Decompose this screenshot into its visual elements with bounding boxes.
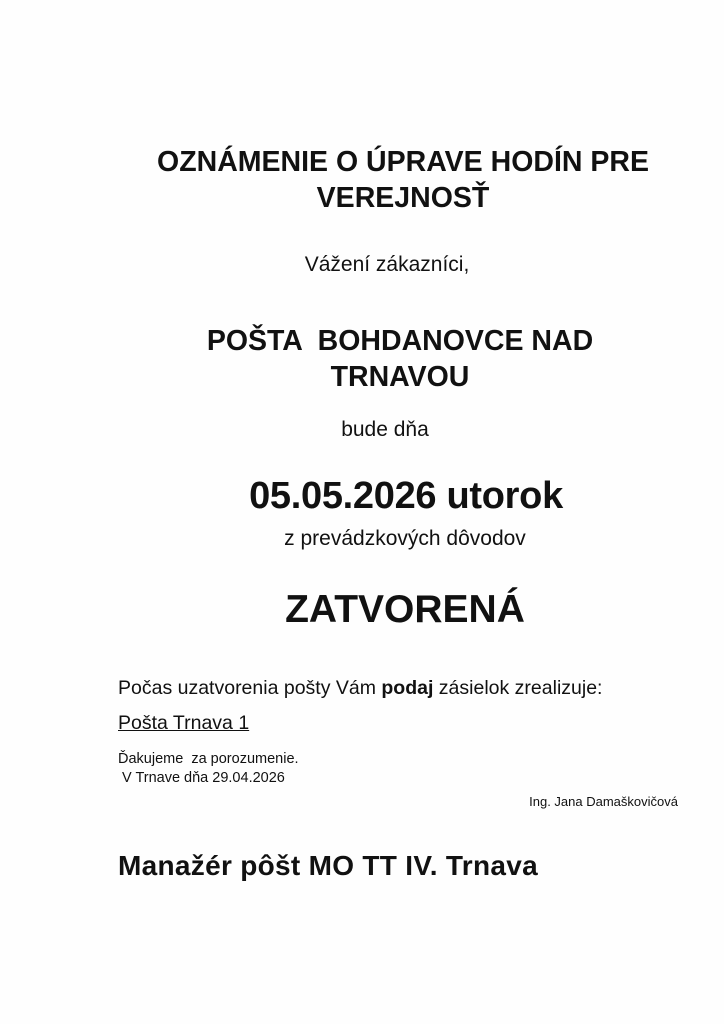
alternative-post-office: Pošta Trnava 1 [118,712,250,734]
closure-status: ZATVORENÁ [285,588,525,631]
signer-name: Ing. Jana Damaškovičová [529,794,678,809]
signer-role: Manažér pôšt MO TT IV. Trnava [118,850,538,881]
office-line-1: POŠTA BOHDANOVCE NAD [206,325,594,357]
info-text-bold: podaj [381,677,434,699]
alternative-service-info [118,677,678,700]
info-text-before: Počas uzatvorenia pošty Vám [118,677,382,699]
closure-date: 05.05.2026 utorok [249,475,563,517]
post-office-name [150,323,650,395]
thanks-text: Ďakujeme za porozumenie. [118,751,299,767]
title-line-2: VEREJNOSŤ [316,182,490,214]
greeting: Vážení zákazníci, [304,253,470,276]
office-line-2: TRNAVOU [330,361,470,393]
closure-reason: z prevádzkových dôvodov [284,527,526,550]
notice-title [118,144,688,216]
title-line-1: OZNÁMENIE O ÚPRAVE HODÍN PRE [157,146,649,178]
place-and-date: V Trnave dňa 29.04.2026 [122,770,285,786]
will-be-text: bude dňa [341,418,429,441]
info-text-after: zásielok zrealizuje: [433,677,603,699]
